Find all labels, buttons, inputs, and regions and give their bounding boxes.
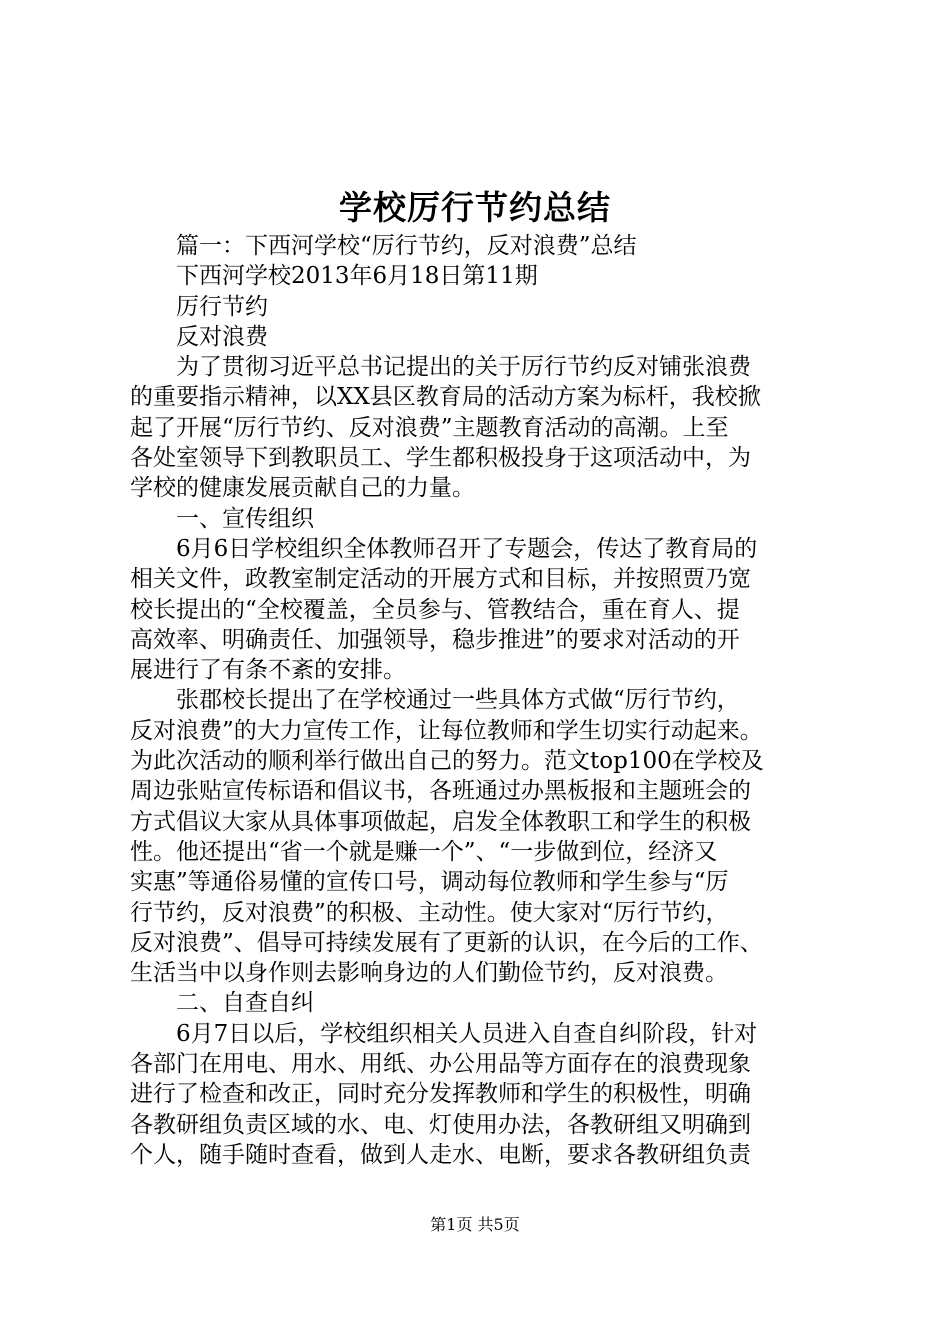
body-line: 篇一：下西河学校“厉行节约，反对浪费”总结 — [176, 233, 637, 259]
page-footer: 第1页 共5页 — [430, 1215, 520, 1234]
body-line: 各教研组负责区域的水、电、灯使用办法，各教研组又明确到 — [130, 1111, 751, 1138]
document-body — [130, 231, 830, 1170]
body-line: 反对浪费”的大力宣传工作，让每位教师和学生切实行动起来。 — [130, 717, 763, 744]
body-line: 校长提出的“全校覆盖，全员参与、管教结合，重在育人、提 — [130, 596, 740, 623]
body-line: 起了开展“厉行节约、反对浪费”主题教育活动的高潮。上至 — [130, 414, 729, 441]
body-line: 性。他还提出“省一个就是赚一个”、“一步做到位，经济又 — [130, 838, 718, 865]
body-line: 方式倡议大家从具体事项做起，启发全体教职工和学生的积极 — [130, 808, 751, 835]
body-line: 周边张贴宣传标语和倡议书，各班通过办黑板报和主题班会的 — [130, 778, 751, 805]
body-line: 个人，随手随时查看，做到人走水、电断，要求各教研组负责 — [130, 1141, 751, 1168]
body-line: 6月7日以后，学校组织相关人员进入自查自纠阶段，针对 — [176, 1020, 758, 1047]
body-line: 各部门在用电、用水、用纸、办公用品等方面存在的浪费现象 — [130, 1051, 751, 1078]
body-line: 反对浪费”、倡导可持续发展有了更新的认识，在今后的工作、 — [130, 929, 763, 956]
body-line: 学校的健康发展贡献自己的力量。 — [130, 475, 475, 502]
page-title: 学校厉行节约总结 — [339, 188, 611, 227]
body-line: 张郡校长提出了在学校通过一些具体方式做“厉行节约， — [176, 687, 740, 714]
body-line: 展进行了有条不紊的安排。 — [130, 657, 406, 684]
body-line: 反对浪费 — [176, 323, 268, 350]
body-line: 实惠”等通俗易懂的宣传口号，调动每位教师和学生参与“厉 — [130, 869, 729, 896]
body-line: 厉行节约 — [176, 293, 268, 320]
body-line: 高效率、明确责任、加强领导，稳步推进”的要求对活动的开 — [130, 626, 740, 653]
body-line: 为了贯彻习近平总书记提出的关于厉行节约反对铺张浪费 — [176, 354, 751, 381]
body-line: 生活当中以身作则去影响身边的人们勤俭节约，反对浪费。 — [130, 960, 728, 987]
body-line: 6月6日学校组织全体教师召开了专题会，传达了教育局的 — [176, 535, 758, 562]
section-heading: 二、自查自纠 — [176, 990, 314, 1017]
body-line: 各处室领导下到教职员工、学生都积极投身于这项活动中，为 — [130, 445, 751, 472]
body-line: 下西河学校2013年6月18日第11期 — [176, 263, 538, 290]
section-heading: 一、宣传组织 — [176, 505, 314, 532]
body-line: 为此次活动的顺利举行做出自己的努力。范文top100在学校及 — [130, 748, 764, 775]
body-line: 行节约，反对浪费”的积极、主动性。使大家对“厉行节约， — [130, 899, 729, 926]
body-line: 进行了检查和改正，同时充分发挥教师和学生的积极性，明确 — [130, 1081, 751, 1108]
body-line: 相关文件，政教室制定活动的开展方式和目标，并按照贾乃宽 — [130, 566, 751, 593]
body-line: 的重要指示精神，以XX县区教育局的活动方案为标杆，我校掀 — [130, 384, 761, 411]
